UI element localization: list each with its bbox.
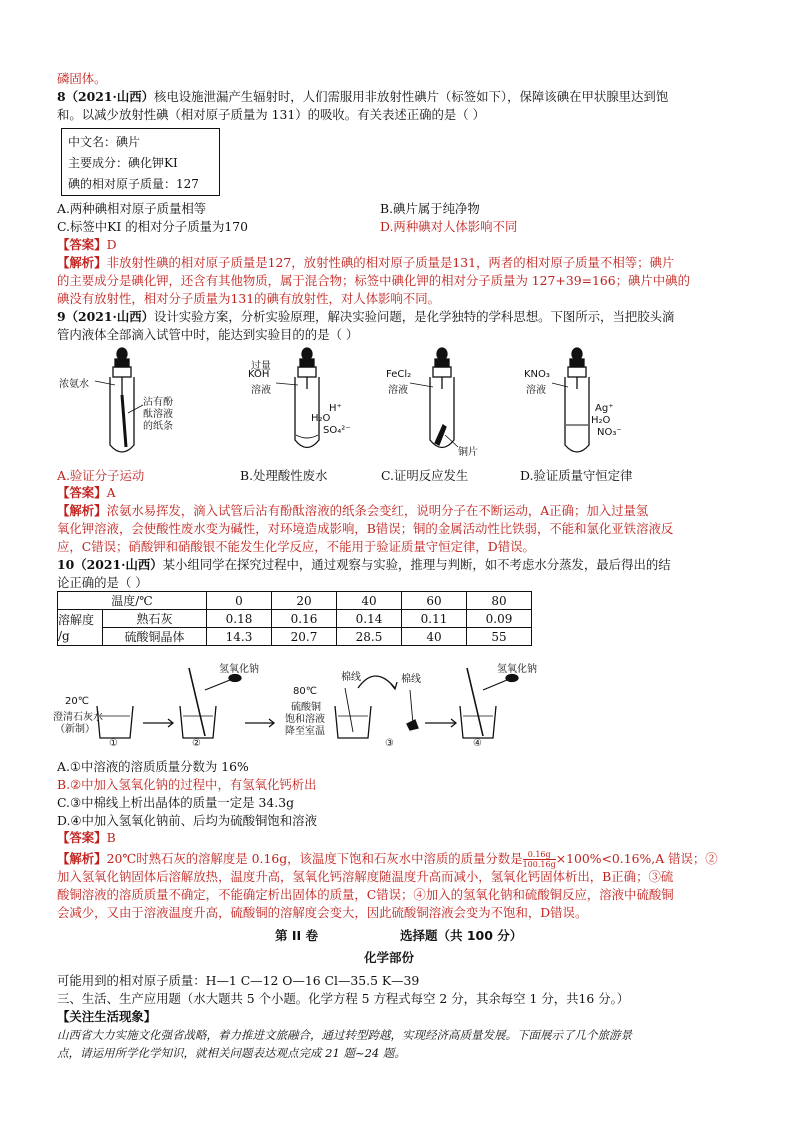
focus-heading: 【关注生活现象】 bbox=[57, 1009, 157, 1024]
volume-title: 第 II 卷 bbox=[275, 928, 319, 943]
q8-analysis-line3: 碘没有放射性，相对分子质量为131的碘有放射性，对人体影响不同。 bbox=[57, 291, 440, 306]
tube-b-label-koh: KOH bbox=[248, 369, 270, 380]
side-label-1: 溶解度 bbox=[58, 612, 95, 627]
part-three-header: 三、生活、生产应用题（水大题共 5 个小题。化学方程 5 方程式每空 2 分，其余每空 1 分，共16 分。） bbox=[57, 991, 630, 1006]
q9-option-c: C.证明反应发生 bbox=[381, 468, 469, 483]
fig-number-2: ② bbox=[192, 738, 201, 749]
solubility-table bbox=[57, 591, 532, 646]
table-cell: 14.3 bbox=[207, 628, 272, 646]
q8-stem-text1: 核电设施泄漏产生辐射时，人们需服用非放射性碘片（标签如下），保障该碘在甲状腺里达到饱 bbox=[154, 89, 669, 104]
q10-analysis-line4: 会减少，又由于溶液温度升高，硫酸铜的溶解度会变大，因此硫酸铜溶液会变为不饱和，D错误。 bbox=[57, 905, 588, 920]
answer-tag: 【答案】 bbox=[57, 830, 107, 845]
q9-option-b: B.处理酸性废水 bbox=[240, 468, 328, 483]
tube-b-label-solution: 溶液 bbox=[251, 385, 271, 396]
q10-analysis-line3: 酸铜溶液的溶质质量不确定，不能确定析出固体的质量，C错误；④加入的氢氧化钠和硫酸铜反应，溶液中硫酸铜 bbox=[57, 887, 674, 902]
iodine-label-box bbox=[61, 128, 220, 196]
q9-analysis-line1 bbox=[57, 502, 648, 519]
q10-option-d: D.④中加入氢氧化钠前、后均为硫酸铜饱和溶液 bbox=[57, 813, 317, 828]
q8-source: （2021·山西） bbox=[65, 89, 154, 104]
table-cell: 55 bbox=[467, 628, 532, 646]
tube-a-label-ammonia: 浓氨水 bbox=[59, 379, 89, 390]
tube-c-label-copper: 铜片 bbox=[458, 447, 478, 458]
q8-option-c: C.标签中KI 的相对分子质量为170 bbox=[57, 219, 249, 234]
tube-b-water: H₂O bbox=[311, 413, 331, 424]
q8-analysis-line2: 的主要成分是碘化钾，还含有其他物质，属于混合物；标签中碘化钾的相对分子质量为 127+39=166；碘片中碘的 bbox=[57, 273, 690, 288]
table-temp-1: 20 bbox=[272, 592, 337, 610]
q9-analysis-line2: 氧化钾溶液，会使酸性废水变为碱性，对环境造成影响，B错误；铜的金属活动性比铁弱，不能和氯化亚铁溶液反 bbox=[57, 521, 674, 536]
q8-stem-line2: 和。以减少放射性碘（相对原子质量为 131）的吸收。有关表述正确的是（ ） bbox=[57, 107, 486, 122]
intro-line1: 山西省大力实施文化强省战略，着力推进文旅融合，通过转型跨越，实现经济高质量发展。下面展示了几个旅游景 bbox=[57, 1028, 632, 1042]
q10-stem-line1 bbox=[57, 556, 671, 573]
answer-tag: 【答案】 bbox=[57, 237, 107, 252]
q8-number: 8 bbox=[57, 89, 66, 104]
table-header-temp: 温度/℃ bbox=[58, 592, 207, 610]
fig-label-naoh-2: 氢氧化钠 bbox=[497, 664, 537, 675]
section-title: 选择题（共 100 分） bbox=[400, 928, 523, 943]
q9-stem-line2: 管内液体全部滴入试管中时，能达到实验目的的是（ ） bbox=[57, 327, 359, 342]
q8-analysis-line1 bbox=[57, 254, 674, 271]
tube-d-label-solution: 溶液 bbox=[526, 385, 546, 396]
top-line: 磷固体。 bbox=[57, 71, 107, 86]
fig-label-saturated: 饱和溶液 bbox=[285, 714, 325, 725]
analysis-text: 非放射性碘的相对原子质量是127，放射性碘的相对原子质量是131，两者的相对原子质量不相等；碘片 bbox=[106, 255, 675, 270]
analysis-tag: 【解析】 bbox=[57, 255, 107, 270]
fig-label-20c: 20℃ bbox=[65, 696, 89, 707]
analysis-tag: 【解析】 bbox=[57, 851, 107, 866]
tube-a-label-paper3: 的纸条 bbox=[143, 421, 173, 432]
q9-number: 9 bbox=[57, 309, 66, 324]
q10-source: （2021·山西） bbox=[74, 557, 163, 572]
table-cell: 40 bbox=[402, 628, 467, 646]
q9-stem-text1: 设计实验方案，分析实验原理，解决实验问题，是化学独特的学科思想。下图所示，当把胶头滴 bbox=[154, 309, 675, 324]
fraction-numerator: 0.16g bbox=[523, 850, 556, 860]
atomic-masses: 可能用到的相对原子质量：H—1 C—12 O—16 Cl—35.5 K—39 bbox=[57, 973, 420, 988]
table-row-name: 硫酸铜晶体 bbox=[103, 628, 207, 646]
q10-number: 10 bbox=[57, 557, 75, 572]
fig-label-fresh: （新制） bbox=[55, 724, 95, 735]
table-cell: 0.11 bbox=[402, 610, 467, 628]
table-temp-0: 0 bbox=[207, 592, 272, 610]
table-row-name: 熟石灰 bbox=[103, 610, 207, 628]
fig-label-limewater: 澄清石灰水 bbox=[53, 712, 103, 723]
answer-tag: 【答案】 bbox=[57, 485, 107, 500]
q9-option-a: A.验证分子运动 bbox=[57, 468, 145, 483]
q10-option-a: A.①中溶液的溶质质量分数为 16% bbox=[57, 759, 249, 774]
q10-stem-line2: 论正确的是（ ） bbox=[57, 575, 148, 590]
table-cell: 0.18 bbox=[207, 610, 272, 628]
fig-number-4: ④ bbox=[473, 738, 482, 749]
intro-line2: 点，请运用所学化学知识，就相关问题表达观点完成 21 题~24 题。 bbox=[57, 1046, 406, 1060]
table-cell: 0.16 bbox=[272, 610, 337, 628]
tube-c-label-fecl2: FeCl₂ bbox=[386, 369, 412, 380]
side-label-2: /g bbox=[58, 628, 70, 643]
fig-label-thread-1: 棉线 bbox=[341, 672, 361, 683]
fig-label-cool: 降至室温 bbox=[285, 726, 325, 737]
table-temp-2: 40 bbox=[337, 592, 402, 610]
analysis-tag: 【解析】 bbox=[57, 503, 107, 518]
q8-option-b: B.碘片属于纯净物 bbox=[380, 201, 480, 216]
tube-b-label-excess: 过量 bbox=[251, 361, 271, 372]
q10-option-c: C.③中棉线上析出晶体的质量一定是 34.3g bbox=[57, 795, 295, 810]
analysis-text: 20℃时熟石灰的溶解度是 0.16g，该温度下饱和石灰水中溶质的质量分数是 bbox=[106, 851, 523, 866]
q10-analysis-line1 bbox=[57, 850, 718, 869]
fig-label-80c: 80℃ bbox=[293, 686, 317, 697]
answer-value: B bbox=[106, 830, 116, 845]
tube-d-ion-no3: NO₃⁻ bbox=[597, 427, 622, 438]
table-side-label bbox=[58, 610, 103, 646]
answer-value: D bbox=[106, 237, 117, 252]
fig-number-3: ③ bbox=[385, 738, 394, 749]
q9-source: （2021·山西） bbox=[65, 309, 154, 324]
q10-option-b: B.②中加入氢氧化钠的过程中，有氢氧化钙析出 bbox=[57, 777, 317, 792]
table-temp-3: 60 bbox=[402, 592, 467, 610]
fig-label-naoh-1: 氢氧化钠 bbox=[219, 664, 259, 675]
label-line-2: 主要成分：碘化钾KI bbox=[68, 156, 178, 170]
tube-d-water: H₂O bbox=[591, 415, 611, 426]
fig-label-thread-2: 棉线 bbox=[401, 674, 421, 685]
q8-option-d: D.两种碘对人体影响不同 bbox=[380, 219, 518, 234]
table-temp-4: 80 bbox=[467, 592, 532, 610]
q10-analysis-line2: 加入氢氧化钠固体后溶解放热，温度升高，氢氧化钙溶解度随温度升高而减小，氢氧化钙固体析出，B正确；③硫 bbox=[57, 869, 674, 884]
q9-answer bbox=[57, 484, 116, 501]
label-line-3: 碘的相对原子质量：127 bbox=[68, 177, 199, 191]
tube-c-label-solution: 溶液 bbox=[388, 385, 408, 396]
q9-stem-line1 bbox=[57, 308, 674, 325]
q9-analysis-line3: 应，C错误；硝酸钾和硝酸银不能发生化学反应，不能用于验证质量守恒定律，D错误。 bbox=[57, 539, 535, 554]
q8-stem-line1 bbox=[57, 88, 668, 105]
fraction-denominator: 100.16g bbox=[522, 860, 556, 869]
tube-a-label-paper2: 酞溶液 bbox=[143, 409, 173, 420]
table-cell: 28.5 bbox=[337, 628, 402, 646]
fig-label-cuso4: 硫酸铜 bbox=[291, 702, 321, 713]
tube-b-ion-h: H⁺ bbox=[329, 403, 342, 414]
q8-answer bbox=[57, 236, 117, 253]
table-cell: 0.09 bbox=[467, 610, 532, 628]
table-cell: 20.7 bbox=[272, 628, 337, 646]
q9-option-d: D.验证质量守恒定律 bbox=[520, 468, 633, 483]
analysis-text-tail: ×100%<0.16%,A 错误；② bbox=[555, 851, 718, 866]
mass-fraction bbox=[523, 850, 556, 869]
table-cell: 0.14 bbox=[337, 610, 402, 628]
tube-a-label-paper1: 沾有酚 bbox=[143, 397, 173, 408]
q9-apparatus-figure bbox=[55, 345, 695, 460]
subject-title: 化学部份 bbox=[364, 950, 415, 965]
fig-number-1: ① bbox=[109, 738, 118, 749]
q10-answer bbox=[57, 829, 116, 846]
tube-b-ion-so4: SO₄²⁻ bbox=[323, 425, 351, 436]
q8-option-a: A.两种碘相对原子质量相等 bbox=[57, 201, 207, 216]
q10-experiment-figure bbox=[55, 658, 535, 753]
tube-d-label-kno3: KNO₃ bbox=[524, 369, 550, 380]
analysis-text: 浓氨水易挥发，滴入试管后沾有酚酞溶液的纸条会变红，说明分子在不断运动，A正确；加入过量氢 bbox=[106, 503, 649, 518]
answer-value: A bbox=[106, 485, 116, 500]
tube-d-ion-ag: Ag⁺ bbox=[595, 403, 614, 414]
label-line-1: 中文名：碘片 bbox=[68, 135, 141, 149]
q10-stem-text1: 某小组同学在探究过程中，通过观察与实验，推理与判断，如不考虑水分蒸发，最后得出的结 bbox=[162, 557, 671, 572]
